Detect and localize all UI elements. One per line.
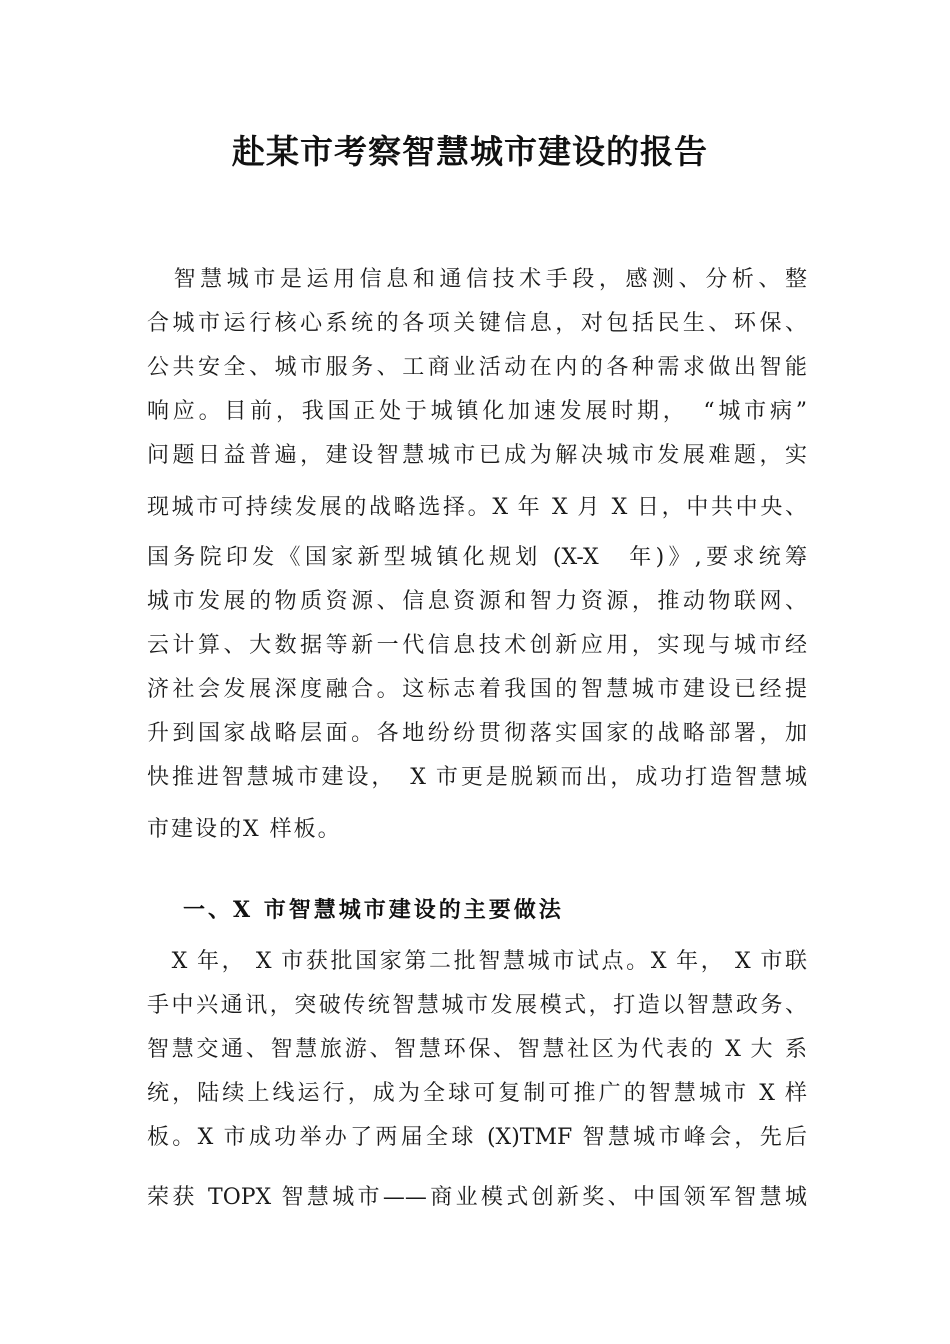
paragraph-line: 城市发展的物质资源、信息资源和智力资源，推动物联网、 [147,589,807,614]
paragraph-line: 国务院印发《国家新型城镇化规划 (X-X 年)》,要求统筹 [147,545,807,570]
paragraph-line: X 年， X 市获批国家第二批智慧城市试点。X 年， X 市联 [147,949,807,974]
paragraph-line: 问题日益普遍，建设智慧城市已成为解决城市发展难题，实 [147,443,807,468]
paragraph-line: 荣获 TOPX 智慧城市——商业模式创新奖、中国领军智慧城 [147,1185,807,1210]
paragraph-line: 现城市可持续发展的战略选择。X 年 X 月 X 日，中共中央、 [147,495,807,520]
paragraph-line: 智慧交通、智慧旅游、智慧环保、智慧社区为代表的 X 大 系 [147,1037,807,1062]
paragraph-line: 板。X 市成功举办了两届全球 (X)TMF 智慧城市峰会，先后 [147,1125,807,1150]
paragraph-line: 济社会发展深度融合。这标志着我国的智慧城市建设已经提 [147,677,807,702]
paragraph-line: 智慧城市是运用信息和通信技术手段，感测、分析、整 [147,267,807,292]
paragraph-line: 云计算、大数据等新一代信息技术创新应用，实现与城市经 [147,633,807,658]
paragraph-line: 升到国家战略层面。各地纷纷贯彻落实国家的战略部署，加 [147,721,807,746]
paragraph-line: 公共安全、城市服务、工商业活动在内的各种需求做出智能 [147,355,807,380]
paragraph-line: 响应。目前，我国正处于城镇化加速发展时期， “城市病” [147,399,807,424]
paragraph-line: 手中兴通讯，突破传统智慧城市发展模式，打造以智慧政务、 [147,993,807,1018]
paragraph-line: 快推进智慧城市建设， X 市更是脱颖而出，成功打造智慧城 [147,765,807,790]
section-heading: 一、X 市智慧城市建设的主要做法 [183,897,564,923]
paragraph-line: 统，陆续上线运行，成为全球可复制可推广的智慧城市 X 样 [147,1081,807,1106]
paragraph-line: 合城市运行核心系统的各项关键信息，对包括民生、环保、 [147,311,807,336]
document-title: 赴某市考察智慧城市建设的报告 [232,132,708,171]
paragraph-line: 市建设的X 样板。 [147,817,342,842]
